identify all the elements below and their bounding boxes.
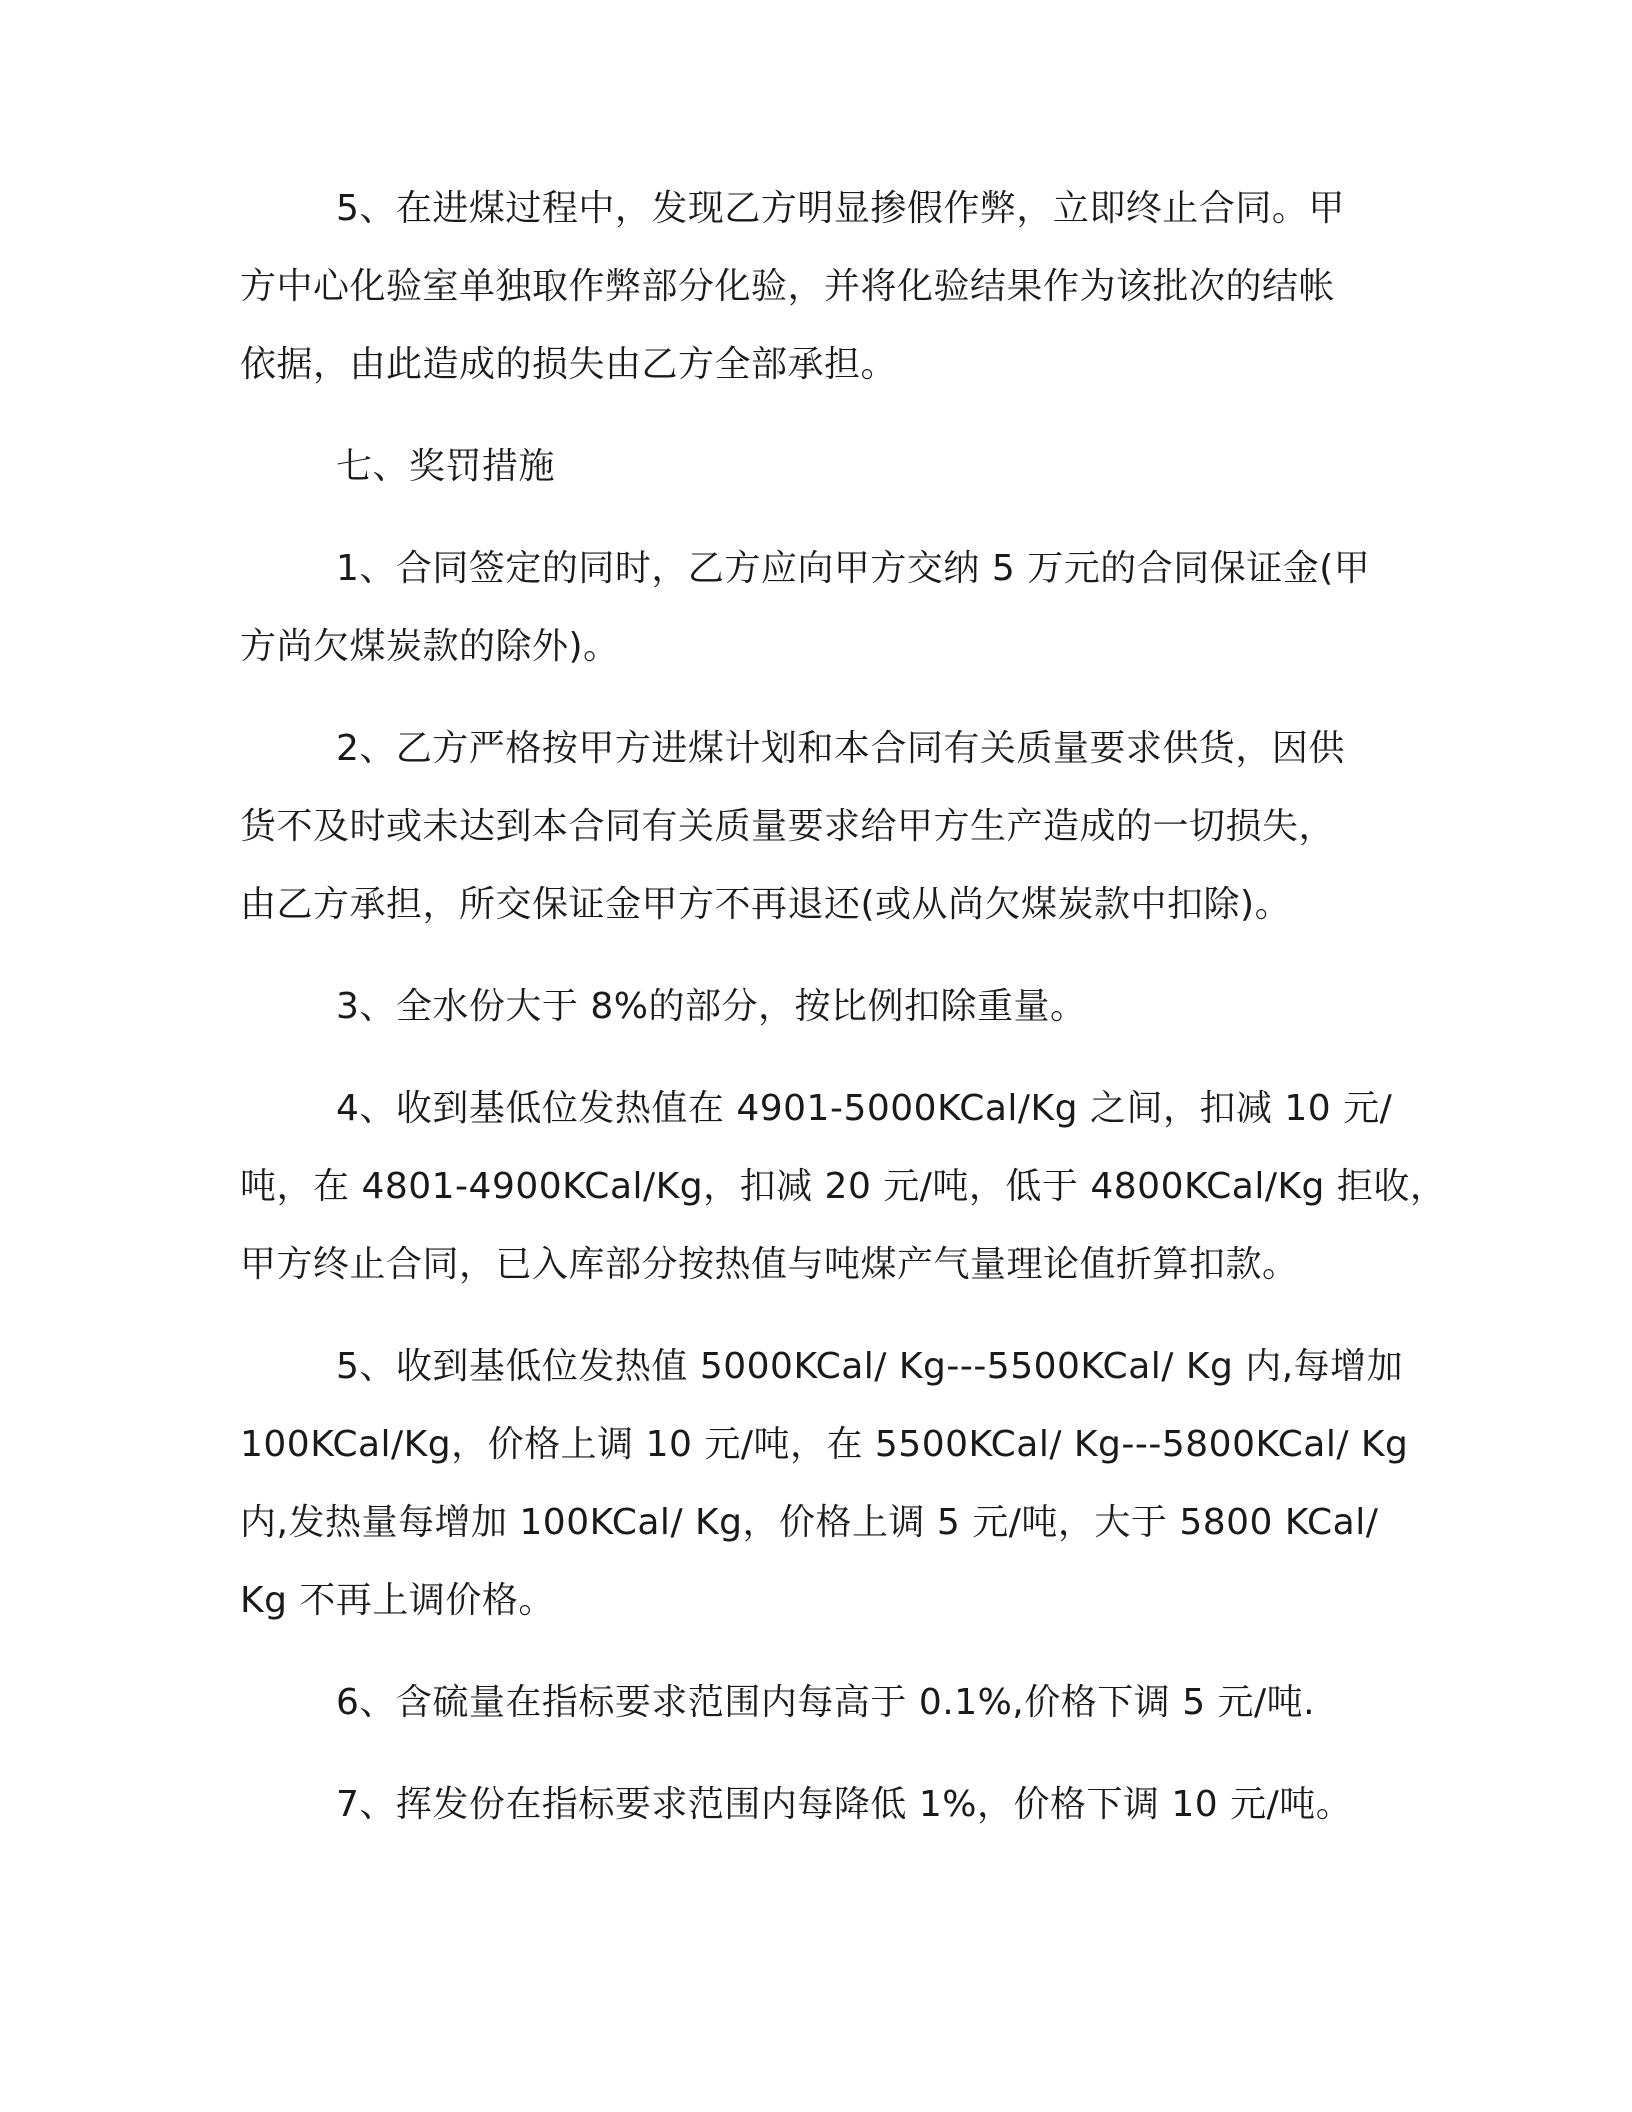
paragraph-item-3-moisture	[240, 968, 1400, 1046]
text-line: 1、合同签定的同时，乙方应向甲方交纳 5 万元的合同保证金(甲	[336, 548, 1371, 589]
paragraph-item-5-heat-bonus	[240, 1328, 1409, 1640]
text-line: 100KCal/Kg，价格上调 10 元/吨，在 5500KCal/ Kg---5800KCal/ Kg	[240, 1424, 1409, 1465]
paragraph-item-7-volatile	[240, 1766, 1400, 1844]
text-line: 依据，由此造成的损失由乙方全部承担。	[240, 344, 898, 385]
text-line: 甲方终止合同，已入库部分按热值与吨煤产气量理论值折算扣款。	[240, 1244, 1299, 1285]
text-line: 内,发热量每增加 100KCal/ Kg，价格上调 5 元/吨，大于 5800 KCal/	[240, 1502, 1379, 1543]
text-line: 4、收到基低位发热值在 4901-5000KCal/Kg 之间，扣减 10 元/	[336, 1088, 1393, 1129]
text-line: 5、收到基低位发热值 5000KCal/ Kg---5500KCal/ Kg 内,每增加	[336, 1346, 1404, 1387]
text-line: 2、乙方严格按甲方进煤计划和本合同有关质量要求供货，因供	[336, 728, 1345, 769]
text-line: 7、挥发份在指标要求范围内每降低 1%，价格下调 10 元/吨。	[336, 1784, 1353, 1825]
text-line: 吨，在 4801-4900KCal/Kg，扣减 20 元/吨，低于 4800KCal/Kg 拒收，	[240, 1166, 1447, 1207]
text-line: Kg 不再上调价格。	[240, 1580, 555, 1621]
text-line: 方尚欠煤炭款的除外)。	[240, 626, 620, 667]
paragraph-item-2-supply	[240, 710, 1400, 944]
paragraph-item-5-fraud	[240, 170, 1400, 404]
paragraph-item-4-heat-deduction	[240, 1070, 1447, 1304]
paragraph-item-6-sulfur	[240, 1664, 1400, 1742]
text-line: 方中心化验室单独取作弊部分化验，并将化验结果作为该批次的结帐	[240, 266, 1336, 307]
section-heading-rewards-penalties	[240, 428, 1400, 506]
text-line: 3、全水份大于 8%的部分，按比例扣除重量。	[336, 986, 1087, 1027]
text-line: 6、含硫量在指标要求范围内每高于 0.1%,价格下调 5 元/吨.	[336, 1682, 1316, 1723]
text-line: 由乙方承担，所交保证金甲方不再退还(或从尚欠煤炭款中扣除)。	[240, 884, 1292, 925]
text-line: 货不及时或未达到本合同有关质量要求给甲方生产造成的一切损失，	[240, 806, 1336, 847]
text-line: 5、在进煤过程中，发现乙方明显掺假作弊，立即终止合同。甲	[336, 188, 1345, 229]
section-heading-text: 七、奖罚措施	[336, 446, 556, 487]
document-body	[240, 170, 1447, 1844]
paragraph-item-1-deposit	[240, 530, 1400, 686]
